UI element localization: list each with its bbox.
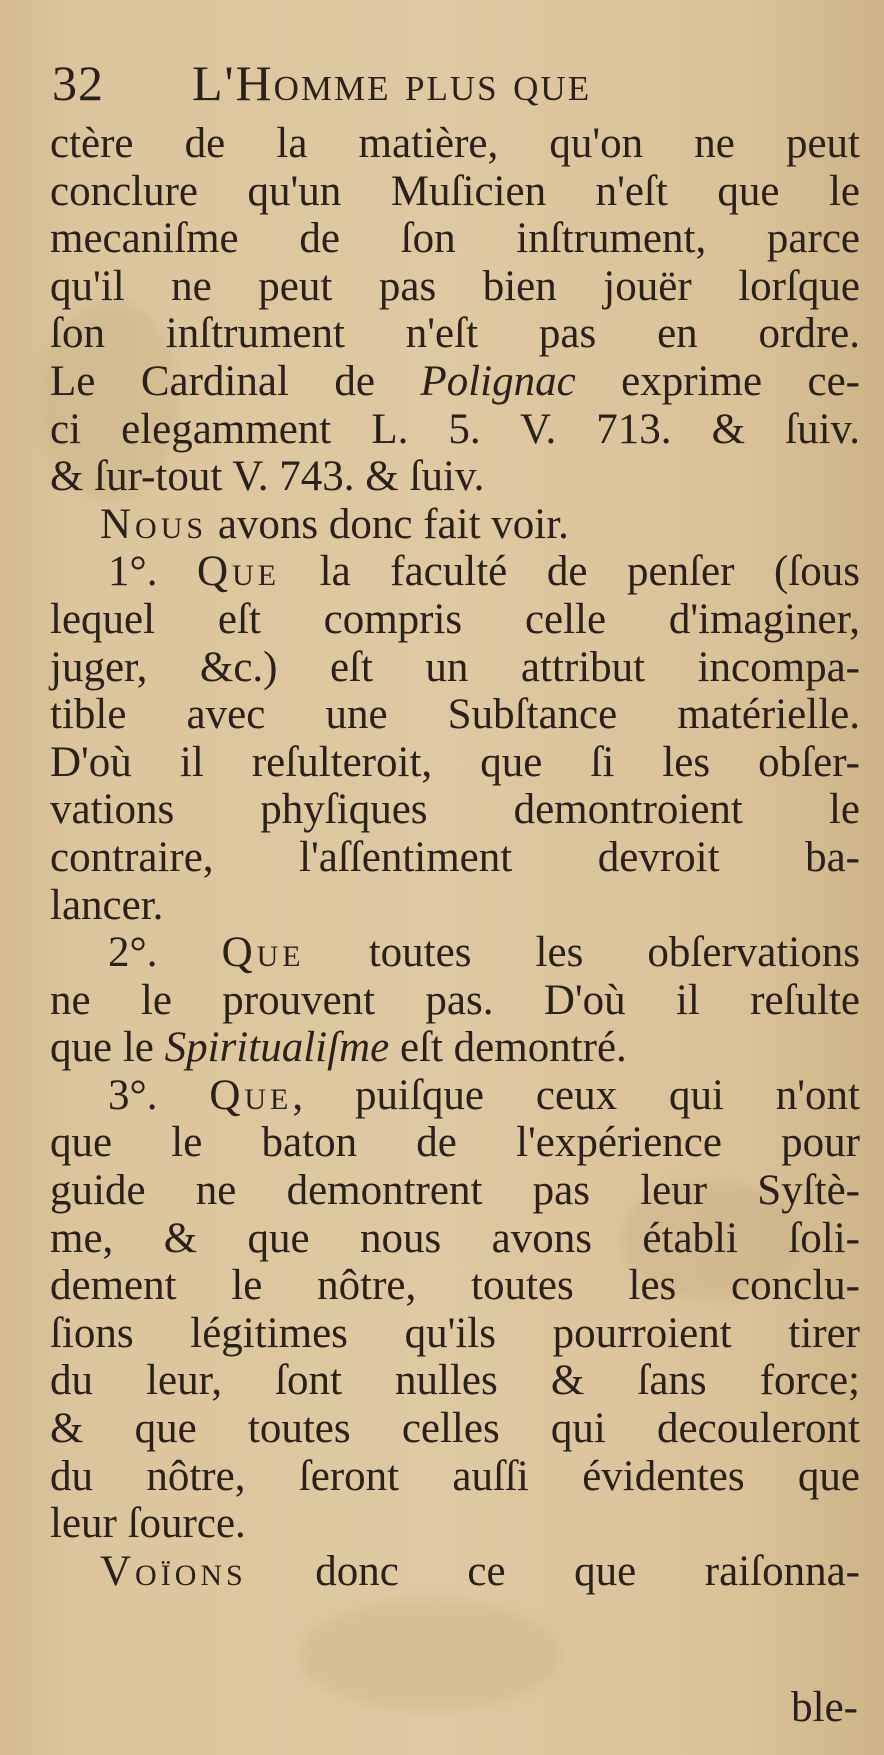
text-line bbox=[50, 406, 860, 454]
text-line bbox=[50, 977, 860, 1025]
running-title: L'Homme plus que bbox=[192, 55, 592, 111]
line-text: mecaniſme de ſon inſtrument, parce bbox=[50, 215, 860, 263]
line-text: du leur, ſont nulles & ſans force; bbox=[50, 1357, 860, 1405]
catchword: ble- bbox=[791, 1684, 858, 1731]
line-text: donc ce que raiſonna- bbox=[246, 1547, 860, 1595]
line-text: guide ne demontrent pas leur Syſtè- bbox=[50, 1167, 860, 1215]
text-line bbox=[50, 834, 860, 882]
line-text: lequel eſt compris celle d'imaginer, bbox=[50, 595, 860, 643]
text-line bbox=[50, 168, 860, 216]
line-text: & que toutes celles qui decouleront bbox=[50, 1405, 860, 1453]
text-line bbox=[50, 501, 860, 549]
small-caps-word: Voïons bbox=[100, 1547, 247, 1595]
line-text: lancer. bbox=[50, 881, 164, 929]
italic-word: Spiritualiſme bbox=[164, 1024, 390, 1072]
small-caps-word: Que bbox=[221, 929, 305, 977]
line-text: leur ſource. bbox=[50, 1500, 246, 1548]
line-text: ctère de la matière, qu'on ne peut bbox=[50, 120, 860, 167]
line-text: contraire, l'aſſentiment devroit ba- bbox=[50, 833, 860, 881]
body-text bbox=[50, 120, 860, 1595]
text-line bbox=[50, 1357, 860, 1405]
page-number: 32 bbox=[52, 55, 104, 111]
line-text: D'où il reſulteroit, que ſi les obſer- bbox=[50, 738, 860, 786]
italic-word: Polignac bbox=[420, 357, 576, 405]
line-text: 3°. bbox=[108, 1071, 210, 1119]
line-text: conclure qu'un Muſicien n'eſt que le bbox=[50, 167, 860, 215]
text-line bbox=[50, 1167, 860, 1215]
text-line bbox=[50, 1119, 860, 1167]
line-text: Le Cardinal de bbox=[50, 357, 421, 405]
line-text: juger, &c.) eſt un attribut incompa- bbox=[50, 643, 860, 691]
text-line bbox=[50, 1405, 860, 1453]
line-text: avons donc fait voir. bbox=[207, 500, 569, 548]
text-line bbox=[50, 596, 860, 644]
text-line bbox=[50, 1548, 860, 1596]
line-text: la faculté de penſer (ſous bbox=[280, 548, 860, 596]
text-line bbox=[50, 1310, 860, 1358]
page-header bbox=[52, 50, 852, 120]
line-text: exprime ce- bbox=[575, 357, 860, 405]
text-line bbox=[50, 739, 860, 787]
text-line bbox=[50, 1024, 860, 1072]
line-text: & ſur-tout V. 743. & ſuiv. bbox=[50, 453, 485, 501]
line-text: du nôtre, ſeront auſſi évidentes que bbox=[50, 1452, 860, 1500]
text-line bbox=[50, 453, 860, 501]
text-line bbox=[50, 310, 860, 358]
line-text: qu'il ne peut pas bien jouër lorſque bbox=[50, 262, 860, 310]
line-text: , puiſque ceux qui n'ont bbox=[292, 1071, 860, 1119]
text-line bbox=[50, 882, 860, 930]
small-caps-word: Que bbox=[197, 548, 281, 596]
text-line bbox=[50, 1500, 860, 1548]
line-text: ſon inſtrument n'eſt pas en ordre. bbox=[50, 310, 860, 358]
line-text: que le bbox=[50, 1024, 165, 1072]
text-line bbox=[50, 548, 860, 596]
text-line bbox=[50, 786, 860, 834]
text-line bbox=[50, 929, 860, 977]
text-line bbox=[50, 120, 860, 168]
text-line bbox=[50, 1262, 860, 1310]
text-line bbox=[50, 1453, 860, 1501]
text-line bbox=[50, 263, 860, 311]
paper-stain bbox=[300, 1600, 560, 1710]
line-text: ſions légitimes qu'ils pourroient tirer bbox=[50, 1309, 860, 1357]
text-line bbox=[50, 691, 860, 739]
text-line bbox=[50, 1215, 860, 1263]
text-line bbox=[50, 644, 860, 692]
line-text: toutes les obſervations bbox=[304, 929, 860, 977]
line-text: vations phyſiques demontroient le bbox=[50, 786, 860, 834]
line-text: 2°. bbox=[108, 929, 222, 977]
line-text: eſt demontré. bbox=[389, 1024, 627, 1072]
text-line bbox=[50, 358, 860, 406]
line-text: que le baton de l'expérience pour bbox=[50, 1119, 860, 1167]
small-caps-word: Que bbox=[209, 1071, 293, 1119]
line-text: ne le prouvent pas. D'où il reſulte bbox=[50, 976, 860, 1024]
line-text: tible avec une Subſtance matérielle. bbox=[50, 691, 860, 739]
line-text: dement le nôtre, toutes les conclu- bbox=[50, 1262, 860, 1310]
line-text: ci elegamment L. 5. V. 713. & ſuiv. bbox=[50, 405, 860, 453]
text-line bbox=[50, 215, 860, 263]
line-text: me, & que nous avons établi ſoli- bbox=[50, 1214, 860, 1262]
small-caps-word: Nous bbox=[100, 500, 208, 548]
line-text: 1°. bbox=[108, 548, 198, 596]
text-line bbox=[50, 1072, 860, 1120]
